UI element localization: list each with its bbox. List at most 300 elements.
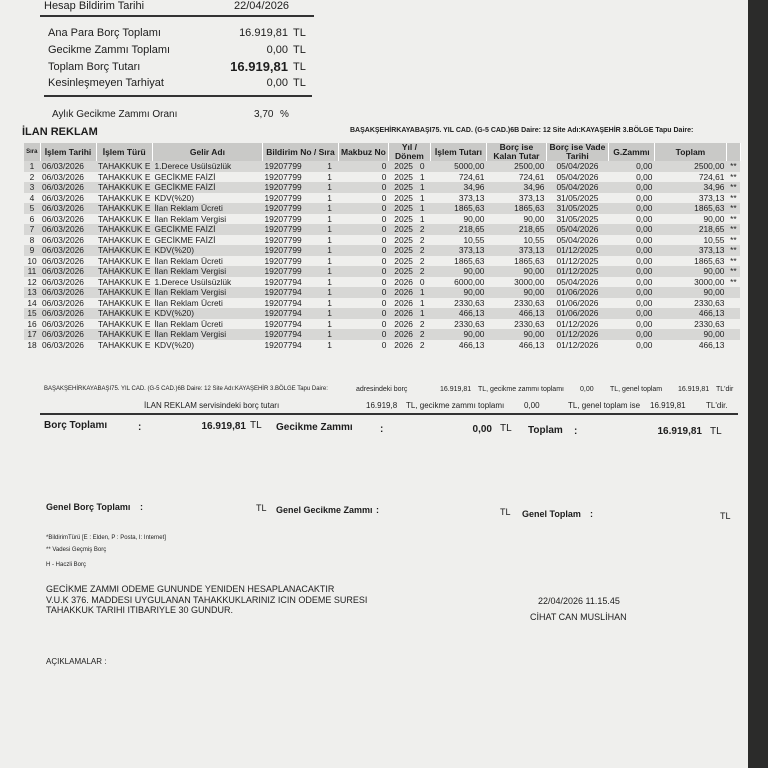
cell-yil-donem: 2025 2 (394, 234, 425, 245)
cell-makbuz: 0 (338, 224, 388, 235)
cell-yil-donem: 2025 2 (388, 224, 430, 235)
cell-yil-donem: 2026 1 (394, 297, 425, 308)
cell-kalan-tutar: 466,13 (486, 308, 546, 319)
cell-vade-tarihi: 01/06/2026 (556, 297, 599, 308)
cell-flag (726, 298, 740, 309)
cell-gzammi: 0,00 (636, 234, 653, 245)
cell-gzammi: 0,00 (636, 276, 653, 287)
bildirim-tarihi-label: Hesap Bildirim Tarihi (44, 0, 145, 12)
cell-yil-donem: 2025 1 (388, 182, 430, 193)
cell-gelir-adi: KDV(%20) (154, 192, 194, 203)
colon: : (574, 426, 578, 437)
header-islem-tarihi: İşlem Tarihi (40, 143, 96, 161)
cell-kalan-tutar: 3000,00 (514, 276, 545, 287)
cell-gelir-adi: İlan Reklam Vergisi (154, 213, 227, 224)
cell-toplam: 466,13 (698, 339, 725, 350)
tl-label: TL (720, 511, 731, 521)
cell-flag: ** (726, 266, 740, 277)
genel-toplam-label: Genel Toplam (522, 509, 581, 519)
borc-table (24, 143, 741, 350)
borc-toplami-value: 16.919,81 (201, 421, 246, 432)
cell-bildirim-no: 19207794 1 (264, 276, 332, 287)
table-row (24, 214, 740, 225)
subtotal-address: BAŞAKŞEHİRKAYABAŞI75. YIL CAD. (G-5 CAD.)6B Daire: 12 Site Adı:KAYAŞEHİR 3.BÖLGE Tapu Daire: (44, 386, 328, 392)
cell-gelir-adi: GECİKME FAİZİ (152, 224, 262, 235)
cell-islem-turu: TAHAKKUK E (98, 161, 151, 171)
aciklamalar-label: AÇIKLAMALAR : (46, 657, 107, 666)
cell-islem-tarihi: 06/03/2026 (40, 308, 96, 319)
cell-bildirim-no: 19207799 1 (262, 245, 338, 256)
cell-bildirim-no: 19207799 1 (262, 161, 338, 172)
notice-line-1: GECİKME ZAMMI ODEME GUNUNDE YENIDEN HESAPLANACAKTIR (46, 584, 335, 594)
cell-islem-tutari: 90,00 (430, 266, 486, 277)
gecikme-value: 0,00 (266, 44, 288, 56)
cell-vade-tarihi: 01/12/2026 (556, 318, 599, 329)
cell-gzammi: 0,00 (608, 203, 654, 214)
cell-islem-tarihi: 06/03/2026 (40, 266, 96, 277)
header-islem-turu: İşlem Türü (96, 143, 152, 161)
header-gzammi: G.Zammı (608, 143, 654, 161)
cell-gelir-adi: İlan Reklam Ücreti (154, 297, 223, 308)
cell-gelir-adi: İlan Reklam Ücreti (154, 318, 223, 329)
cell-gelir-adi: 1.Derece Usülsüzlük (152, 161, 262, 172)
divider (40, 413, 738, 415)
servis-borc: 16.919,8 (366, 401, 398, 410)
cell-bildirim-no: 19207799 1 (262, 182, 338, 193)
bildirim-tarihi-value: 22/04/2026 (234, 0, 290, 12)
cell-islem-turu: TAHAKKUK E (98, 171, 151, 182)
cell-kalan-tutar: 1865,63 (514, 255, 545, 266)
servis-gz-text: TL, gecikme zammı toplamı (406, 401, 505, 410)
cell-makbuz: 0 (338, 266, 388, 277)
cell-kalan-tutar: 2500,00 (486, 161, 546, 172)
table-row (24, 308, 740, 319)
table-row (24, 329, 740, 340)
ana-para-value: 16.919,81 (239, 27, 288, 39)
cell-toplam: 2330,63 (694, 318, 725, 329)
cell-toplam: 1865,63 (694, 255, 725, 266)
cell-vade-tarihi: 01/12/2026 (556, 339, 599, 350)
header-toplam: Toplam (654, 143, 726, 161)
cell-gzammi: 0,00 (636, 171, 653, 182)
cell-gzammi: 0,00 (608, 161, 654, 172)
header-islem-tutari: İşlem Tutarı (430, 143, 486, 161)
cell-vade-tarihi: 01/12/2025 (546, 245, 608, 256)
header-flag (726, 143, 740, 161)
colon: : (138, 422, 142, 433)
adres-text: adresindeki borç (356, 386, 408, 393)
cell-vade-tarihi: 01/12/2025 (546, 266, 608, 277)
adres-gz-text: TL, gecikme zammı toplamı (478, 386, 564, 393)
toplam-borc-label: Toplam Borç Tutarı (48, 61, 141, 73)
adres-gt-text: TL, genel toplam (610, 386, 663, 393)
cell-yil-donem: 2026 1 (388, 308, 430, 319)
cell-makbuz: 0 (381, 318, 387, 329)
cell-islem-tutari: 90,00 (430, 329, 486, 340)
notice-line-2: V.U.K 376. MADDESI UYGULANAN TAHAKKUKLARINIZ ICIN ODEME SURESI (46, 595, 368, 605)
cell-islem-turu: TAHAKKUK E (98, 245, 151, 255)
cell-bildirim-no: 19207794 1 (262, 287, 338, 298)
adres-gt: 16.919,81 (678, 386, 710, 393)
cell-sira: 1 (24, 161, 40, 172)
adres-end: TL'dir (716, 386, 734, 393)
cell-vade-tarihi: 31/05/2025 (546, 203, 608, 214)
tl-label: TL (710, 426, 722, 437)
cell-bildirim-no: 19207794 1 (264, 318, 332, 329)
cell-yil-donem: 2025 1 (388, 203, 430, 214)
cell-flag (726, 287, 740, 298)
cell-islem-tarihi: 06/03/2026 (42, 234, 84, 245)
cell-gelir-adi: GECİKME FAİZİ (154, 234, 216, 245)
toplam-label: Toplam (528, 425, 563, 436)
cell-islem-turu: TAHAKKUK E (98, 276, 151, 287)
table-row (24, 172, 740, 183)
cell-islem-turu: TAHAKKUK E (98, 182, 151, 192)
oran-unit: % (280, 109, 289, 120)
cell-islem-tutari: 466,13 (458, 339, 485, 350)
tl-label: TL (250, 420, 262, 431)
table-row (24, 319, 740, 330)
ana-para-label: Ana Para Borç Toplamı (48, 27, 161, 39)
genel-borc-label: Genel Borç Toplamı (46, 502, 131, 512)
cell-gzammi: 0,00 (636, 213, 653, 224)
cell-makbuz: 0 (338, 203, 388, 214)
cell-islem-turu: TAHAKKUK E (98, 318, 151, 329)
cell-islem-turu: TAHAKKUK E (98, 234, 151, 245)
legend-line-1: *BildirimTürü [E : Elden, P : Posta, I: Internet] (46, 535, 166, 541)
cell-gzammi: 0,00 (636, 318, 653, 329)
cell-islem-turu: TAHAKKUK E (98, 255, 151, 266)
cell-islem-tarihi: 06/03/2026 (40, 329, 96, 340)
currency-label: TL (293, 61, 306, 73)
cell-gzammi: 0,00 (608, 308, 654, 319)
cell-yil-donem: 2026 2 (388, 329, 430, 340)
cell-gelir-adi: İlan Reklam Ücreti (154, 255, 223, 266)
toplam-borc-value: 16.919,81 (230, 59, 288, 74)
header-gelir-adi: Gelir Adı (152, 143, 262, 161)
header-yil-donem: Yıl / Dönem (388, 143, 430, 161)
cell-bildirim-no: 19207799 1 (262, 266, 338, 277)
cell-gelir-adi: İlan Reklam Ücreti (152, 203, 262, 214)
cell-kalan-tutar: 373,13 (518, 192, 545, 203)
cell-islem-tarihi: 06/03/2026 (42, 192, 84, 203)
cell-bildirim-no: 19207794 1 (264, 339, 332, 350)
cell-sira: 4 (29, 192, 35, 203)
cell-islem-tutari: 1865,63 (430, 203, 486, 214)
cell-yil-donem: 2026 2 (394, 318, 425, 329)
cell-kalan-tutar: 724,61 (518, 171, 545, 182)
servis-gt: 16.919,81 (650, 401, 686, 410)
cell-yil-donem: 2026 1 (388, 287, 430, 298)
cell-gzammi: 0,00 (608, 182, 654, 193)
cell-islem-tarihi: 06/03/2026 (40, 203, 96, 214)
cell-vade-tarihi: 05/04/2026 (546, 224, 608, 235)
cell-islem-tutari: 218,65 (430, 224, 486, 235)
table-row (24, 182, 740, 193)
header-sira: Sıra (24, 143, 40, 161)
header-vade-tarihi: Borç ise Vade Tarihi (546, 143, 608, 161)
cell-kalan-tutar: 10,55 (523, 234, 545, 245)
servis-gt-text: TL, genel toplam ise (568, 401, 641, 410)
cell-yil-donem: 2025 2 (388, 245, 430, 256)
tl-label: TL (500, 423, 512, 434)
table-row (24, 161, 740, 172)
cell-islem-tutari: 90,00 (463, 213, 485, 224)
cell-toplam: 90,00 (654, 266, 726, 277)
cell-islem-tarihi: 06/03/2026 (42, 171, 84, 182)
cell-flag (726, 319, 740, 330)
gecikme-label: Gecikme Zammı Toplamı (48, 44, 171, 56)
cell-islem-tutari: 2330,63 (454, 318, 485, 329)
cell-flag (726, 308, 740, 319)
cell-makbuz: 0 (338, 308, 388, 319)
cell-sira: 9 (24, 245, 40, 256)
divider (40, 15, 314, 17)
cell-gelir-adi: KDV(%20) (152, 245, 262, 256)
cell-sira: 10 (27, 255, 37, 266)
cell-islem-tarihi: 06/03/2026 (42, 255, 84, 266)
cell-gelir-adi: GECİKME FAİZİ (152, 182, 262, 193)
cell-vade-tarihi: 01/06/2026 (546, 287, 608, 298)
cell-islem-tutari: 373,13 (430, 245, 486, 256)
cell-gelir-adi: İlan Reklam Vergisi (152, 266, 262, 277)
cell-kalan-tutar: 2330,63 (514, 318, 545, 329)
cell-islem-turu: TAHAKKUK E (98, 192, 151, 203)
cell-makbuz: 0 (381, 276, 387, 287)
cell-islem-turu: TAHAKKUK E (98, 329, 151, 339)
cell-flag: ** (726, 224, 740, 235)
cell-sira: 7 (24, 224, 40, 235)
cell-kalan-tutar: 1865,63 (486, 203, 546, 214)
cell-bildirim-no: 19207799 1 (262, 224, 338, 235)
cell-bildirim-no: 19207794 1 (264, 297, 332, 308)
kesin-label: Kesinleşmeyen Tarhiyat (48, 77, 164, 89)
cell-bildirim-no: 19207799 1 (262, 203, 338, 214)
cell-toplam: 90,00 (703, 213, 725, 224)
cell-sira: 2 (29, 171, 35, 182)
cell-islem-tutari: 34,96 (430, 182, 486, 193)
cell-yil-donem: 2025 2 (388, 266, 430, 277)
cell-toplam: 373,13 (654, 245, 726, 256)
cell-yil-donem: 2026 0 (394, 276, 425, 287)
cell-sira: 3 (24, 182, 40, 193)
cell-bildirim-no: 19207799 1 (264, 213, 332, 224)
cell-islem-tutari: 10,55 (463, 234, 485, 245)
cell-sira: 17 (24, 329, 40, 340)
cell-islem-tutari: 2330,63 (454, 297, 485, 308)
cell-flag: ** (730, 255, 737, 266)
cell-makbuz: 0 (381, 255, 387, 266)
gecikme-zammi-value: 0,00 (472, 424, 492, 435)
cell-bildirim-no: 19207799 1 (264, 234, 332, 245)
cell-kalan-tutar: 90,00 (486, 266, 546, 277)
cell-islem-tutari: 373,13 (458, 192, 485, 203)
cell-gzammi: 0,00 (636, 192, 653, 203)
table-row (24, 256, 740, 267)
cell-islem-tarihi: 06/03/2026 (40, 224, 96, 235)
cell-islem-turu: TAHAKKUK E (98, 339, 151, 350)
cell-gzammi: 0,00 (608, 245, 654, 256)
cell-kalan-tutar: 2330,63 (514, 297, 545, 308)
cell-yil-donem: 2026 2 (394, 339, 425, 350)
cell-sira: 13 (24, 287, 40, 298)
cell-makbuz: 0 (381, 234, 387, 245)
cell-sira: 8 (29, 234, 35, 245)
cell-toplam: 2500,00 (654, 161, 726, 172)
header-bildirim-no: Bildirim No / Sıra (262, 143, 338, 161)
header-kalan-tutar: Borç ise Kalan Tutar (486, 143, 546, 161)
cell-bildirim-no: 19207799 1 (264, 171, 332, 182)
adres-borc: 16.919,81 (440, 386, 472, 393)
cell-makbuz: 0 (381, 192, 387, 203)
cell-flag: ** (730, 276, 737, 287)
oran-value: 3,70 (254, 109, 274, 120)
cell-yil-donem: 2025 2 (394, 255, 425, 266)
tl-label: TL (256, 503, 267, 513)
cell-flag (726, 340, 740, 351)
cell-islem-tarihi: 06/03/2026 (40, 182, 96, 193)
cell-kalan-tutar: 373,13 (486, 245, 546, 256)
colon: : (140, 502, 143, 512)
cell-sira: 12 (27, 276, 37, 287)
cell-islem-tarihi: 06/03/2026 (42, 213, 84, 224)
cell-flag: ** (730, 213, 737, 224)
cell-bildirim-no: 19207799 1 (264, 255, 332, 266)
cell-toplam: 466,13 (654, 308, 726, 319)
currency-label: TL (293, 27, 306, 39)
cell-flag: ** (726, 161, 740, 172)
cell-gzammi: 0,00 (636, 297, 653, 308)
cell-toplam: 34,96 (654, 182, 726, 193)
cell-sira: 5 (24, 203, 40, 214)
cell-sira: 16 (27, 318, 37, 329)
cell-toplam: 90,00 (654, 287, 726, 298)
cell-vade-tarihi: 05/04/2026 (546, 182, 608, 193)
table-row (24, 287, 740, 298)
cell-islem-tutari: 5000,00 (430, 161, 486, 172)
cell-toplam: 2330,63 (694, 297, 725, 308)
cell-makbuz: 0 (381, 339, 387, 350)
cell-islem-turu: TAHAKKUK E (98, 287, 151, 297)
cell-gzammi: 0,00 (636, 255, 653, 266)
header-makbuz: Makbuz No (338, 143, 388, 161)
cell-gzammi: 0,00 (608, 224, 654, 235)
cell-bildirim-no: 19207794 1 (262, 308, 338, 319)
cell-islem-tutari: 466,13 (430, 308, 486, 319)
cell-flag: ** (726, 182, 740, 193)
cell-toplam: 218,65 (654, 224, 726, 235)
cell-makbuz: 0 (338, 245, 388, 256)
cell-gelir-adi: GECİKME FAİZİ (154, 171, 216, 182)
cell-toplam: 373,13 (698, 192, 725, 203)
section-address: BAŞAKŞEHİRKAYABAŞI75. YIL CAD. (G-5 CAD.)6B Daire: 12 Site Adı:KAYAŞEHİR 3.BÖLGE Tapu Daire: (350, 127, 694, 134)
currency-label: TL (293, 77, 306, 89)
cell-vade-tarihi: 05/04/2026 (556, 171, 599, 182)
cell-vade-tarihi: 01/06/2026 (546, 308, 608, 319)
cell-gzammi: 0,00 (608, 266, 654, 277)
cell-makbuz: 0 (381, 171, 387, 182)
cell-yil-donem: 2025 1 (394, 213, 425, 224)
cell-makbuz: 0 (338, 287, 388, 298)
notice-datetime: 22/04/2026 11.15.45 (538, 596, 620, 606)
cell-islem-tarihi: 06/03/2026 (40, 161, 96, 172)
table-row (24, 266, 740, 277)
genel-gz-label: Genel Gecikme Zammı (276, 505, 373, 515)
table-row (24, 235, 740, 246)
cell-islem-tarihi: 06/03/2026 (40, 287, 96, 298)
cell-makbuz: 0 (338, 182, 388, 193)
colon: : (380, 424, 384, 435)
cell-islem-turu: TAHAKKUK E (98, 213, 151, 224)
cell-gelir-adi: KDV(%20) (154, 339, 194, 350)
cell-kalan-tutar: 466,13 (518, 339, 545, 350)
cell-gelir-adi: İlan Reklam Vergisi (152, 329, 262, 340)
colon: : (590, 509, 593, 519)
cell-islem-tarihi: 06/03/2026 (42, 297, 84, 308)
cell-islem-turu: TAHAKKUK E (98, 203, 151, 213)
cell-yil-donem: 2025 0 (388, 161, 430, 172)
tl-label: TL (500, 507, 511, 517)
officer-name: CİHAT CAN MUSLİHAN (530, 612, 627, 622)
page-edge-shadow (748, 0, 768, 768)
table-row (24, 298, 740, 309)
cell-kalan-tutar: 218,65 (486, 224, 546, 235)
cell-gelir-adi: KDV(%20) (152, 308, 262, 319)
cell-sira: 6 (29, 213, 35, 224)
cell-vade-tarihi: 01/12/2026 (546, 329, 608, 340)
oran-label: Aylık Gecikme Zammı Oranı (52, 109, 178, 120)
cell-islem-tutari: 1865,63 (454, 255, 485, 266)
cell-flag: ** (730, 192, 737, 203)
servis-text: İLAN REKLAM servisindeki borç tutarı (144, 401, 280, 410)
table-row (24, 277, 740, 288)
cell-vade-tarihi: 05/04/2026 (556, 234, 599, 245)
table-header-row (24, 143, 740, 161)
cell-sira: 14 (27, 297, 37, 308)
cell-toplam: 1865,63 (654, 203, 726, 214)
divider (44, 95, 312, 97)
cell-kalan-tutar: 90,00 (486, 287, 546, 298)
cell-islem-turu: TAHAKKUK E (98, 224, 151, 234)
table-row (24, 340, 740, 351)
cell-gzammi: 0,00 (636, 339, 653, 350)
cell-islem-tutari: 90,00 (430, 287, 486, 298)
section-title: İLAN REKLAM (22, 126, 98, 138)
servis-gz: 0,00 (524, 401, 540, 410)
cell-islem-tarihi: 06/03/2026 (40, 245, 96, 256)
currency-label: TL (293, 44, 306, 56)
cell-makbuz: 0 (381, 213, 387, 224)
cell-gelir-adi: İlan Reklam Vergisi (152, 287, 262, 298)
cell-islem-tarihi: 06/03/2026 (42, 339, 84, 350)
notice-line-3: TAHAKKUK TARIHI ITIBARIYLE 30 GUNDUR. (46, 605, 234, 615)
legend-line-2: ** Vadesi Geçmiş Borç (46, 547, 107, 553)
table-row (24, 193, 740, 204)
cell-toplam: 3000,00 (694, 276, 725, 287)
cell-kalan-tutar: 90,00 (486, 329, 546, 340)
cell-kalan-tutar: 90,00 (523, 213, 545, 224)
cell-bildirim-no: 19207794 1 (262, 329, 338, 340)
cell-makbuz: 0 (338, 329, 388, 340)
cell-vade-tarihi: 31/05/2025 (556, 192, 599, 203)
servis-end: TL'dir. (706, 401, 728, 410)
cell-bildirim-no: 19207799 1 (264, 192, 332, 203)
cell-sira: 15 (24, 308, 40, 319)
cell-vade-tarihi: 05/04/2026 (556, 276, 599, 287)
kesin-value: 0,00 (266, 77, 288, 89)
cell-vade-tarihi: 05/04/2026 (546, 161, 608, 172)
cell-sira: 18 (27, 339, 37, 350)
